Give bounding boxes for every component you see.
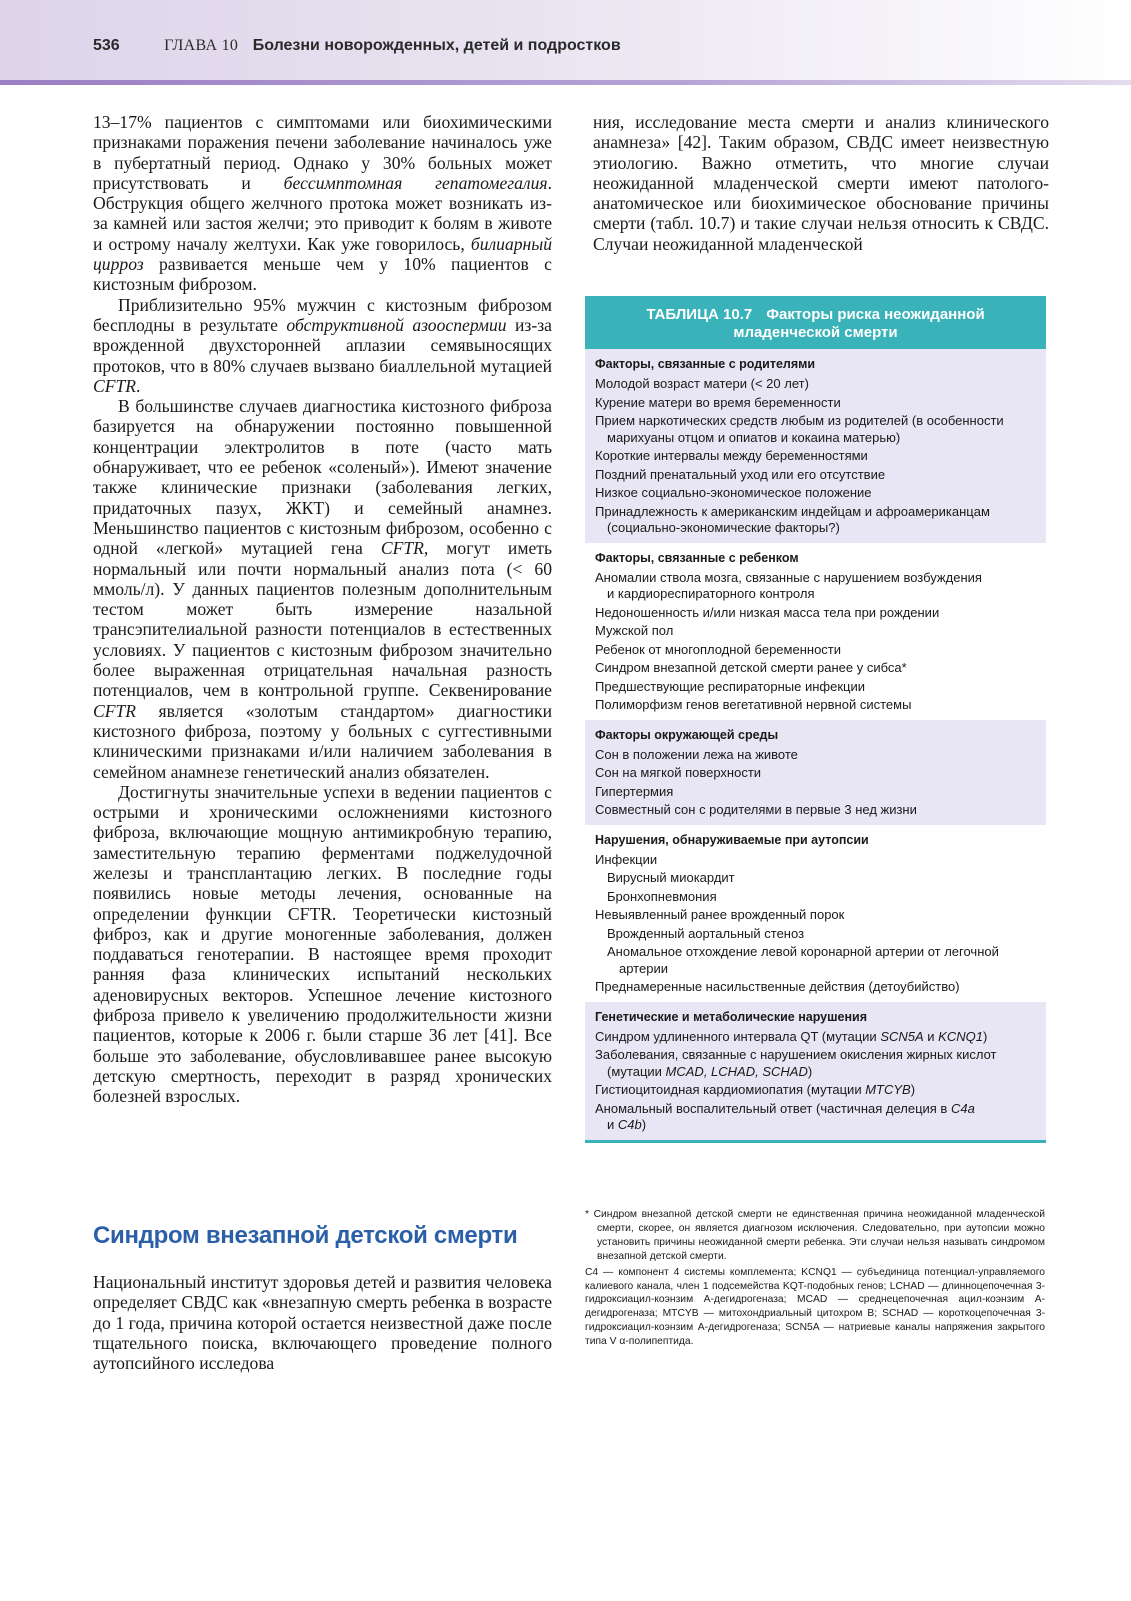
left-column-bottom <box>93 1272 552 1373</box>
footnote-star: * Синдром внезапной детской смерти не единственная причина неожиданной младенческой смерти, скорее, он является диагнозом исключения. Следовательно, при аутопсии можно установить причины неожиданной смерти ребенка. Эти случаи нельзя называть синдромом внезапной детской смерти. <box>585 1209 1045 1262</box>
risk-factors-table <box>585 296 1046 1143</box>
section-header: Факторы, связанные с родителями <box>595 357 816 371</box>
table-row: Вирусный миокардит <box>607 870 735 885</box>
table-row: Сон в положении лежа на животе <box>595 746 798 762</box>
left-column <box>93 112 552 1107</box>
paragraph: Национальный институт здоровья детей и развития человека определяет СВДС как «внезапную смерть ребенка в возрасте до 1 года, причина которой остается неизвестной даже после тщательного поиска, включающего проведение полного аутопсийного исследова <box>93 1272 552 1374</box>
table-section-child <box>585 543 1046 720</box>
paragraph: 13–17% пациентов с симптомами или биохимическими признаками поражения печени заболевание начиналось уже в пубертатный период. Однако у 30% больных может присутствовать и бессимптомная гепатомегалия. Обструкция общего желчного протока может возникать из-за камней или застоя желчи; это приводит к болям в животе и острому началу желтухи. Как уже говорилось, билиарный цирроз развивается меньше чем у 10% пациентов с кистозным фиброзом. <box>93 112 552 295</box>
table-row: Прием наркотических средств любым из родителей (в особенности марихуаны отцом и опиатов и кокаина матерью) <box>595 413 1004 445</box>
table-row: Инфекции <box>595 851 658 867</box>
table-bottom-rule <box>585 1140 1046 1143</box>
table-row: Невыявленный ранее врожденный порок <box>595 907 845 922</box>
section-header: Нарушения, обнаруживаемые при аутопсии <box>595 832 869 847</box>
table-row: Синдром внезапной детской смерти ранее у сибса* <box>595 660 907 675</box>
paragraph: Приблизительно 95% мужчин с кистозным фиброзом бесплодны в результате обструктивной азооспермии из-за врожденной двухсторонней аплазии семявыносящих протоков, что в 80% случаев вызвано биаллельной мутацией CFTR. <box>93 294 552 396</box>
table-row: Молодой возраст матери (< 20 лет) <box>595 376 809 391</box>
table-caption: Факторы риска неожиданной младенческой смерти <box>733 306 985 341</box>
table-row: Низкое социально-экономическое положение <box>595 485 872 500</box>
section-header: Генетические и метаболические нарушения <box>595 1009 868 1024</box>
table-row: Короткие интервалы между беременностями <box>595 448 868 463</box>
paragraph: ния, исследование места смерти и анализ клинического анамнеза» [42]. Таким образом, СВДС имеет неизвестную этиологию. Важно отметить, что многие случаи неожиданной младенческой смерти имеют патологоанатомическое или биохимическое обоснование причины смерти (табл. 10.7) и такие случаи нельзя относить к СВДС. Случаи неожиданной младенческой <box>593 112 1049 254</box>
table-row: Синдром удлиненного интервала QT (мутации SCN5A и KCNQ1) <box>595 1028 988 1044</box>
header-rule <box>0 80 1131 85</box>
table-row: Преднамеренные насильственные действия (детоубийство) <box>595 979 960 994</box>
running-head <box>93 37 621 55</box>
section-header: Факторы, связанные с ребенком <box>595 550 799 565</box>
table-row: Принадлежность к американским индейцам и афроамериканцам (социально-экономические факторы?) <box>595 503 990 535</box>
table-row: Недоношенность и/или низкая масса тела при рождении <box>595 604 940 620</box>
table-row: Мужской пол <box>595 623 674 638</box>
section-header: Факторы окружающей среды <box>595 727 779 742</box>
table-section-environment <box>585 720 1046 825</box>
table-row: Курение матери во время беременности <box>595 394 841 410</box>
table-row: Совместный сон с родителями в первые 3 нед жизни <box>595 802 917 817</box>
page-number: 536 <box>93 37 120 54</box>
table-section-parents <box>585 349 1046 543</box>
paragraph: Достигнуты значительные успехи в ведении пациентов с острыми и хроническими осложнениями кистозного фиброза, включающие мощную антимикробную терапию, заместительную терапию ферментами поджелудочной железы и трансплантацию легких. В последние годы появились новые методы лечения, основанные на определении функции CFTR. Теоретически кистозный фиброз, как и другие моногенные заболевания, должен поддаваться генотерапии. В настоящее время проходит ранняя фаза клинических испытаний нескольких аденовирусных векторов. Успешное лечение кистозного фиброза привело к увеличению продолжительности жизни пациентов, которые к 2006 г. были старше 36 лет [41]. Все больше это заболевание, обусловливавшее ранее высокую детскую смертность, переходит в разряд хронических болезней взрослых. <box>93 781 552 1107</box>
table-row: Заболевания, связанные с нарушением окисления жирных кислот (мутации MCAD, LCHAD, SCHAD) <box>595 1047 997 1079</box>
table-title <box>585 296 1046 349</box>
chapter-title: Болезни новорожденных, детей и подростков <box>252 37 621 54</box>
table-footnotes <box>585 1208 1045 1349</box>
section-heading: Синдром внезапной детской смерти <box>93 1222 518 1249</box>
right-column <box>593 112 1049 254</box>
table-row: Сон на мягкой поверхности <box>595 765 762 780</box>
table-row: Гипертермия <box>595 783 674 799</box>
table-row: Аномальный воспалительный ответ (частичная делеция в C4a и C4b) <box>595 1100 975 1132</box>
chapter-label: ГЛАВА 10 <box>164 37 239 54</box>
table-row: Ребенок от многоплодной беременности <box>595 641 842 657</box>
table-row: Аномалии ствола мозга, связанные с нарушением возбуждения и кардиореспираторного контроля <box>595 569 982 601</box>
table-number: ТАБЛИЦА 10.7 <box>646 306 753 323</box>
table-row: Предшествующие респираторные инфекции <box>595 678 865 694</box>
table-section-autopsy <box>585 825 1046 1002</box>
paragraph: В большинстве случаев диагностика кистозного фиброза базируется на обнаружении постоянно повышенной концентрации электролитов в поте (часто мать обнаруживает, что ее ребенок «соленый»). Имеют значение также клинические признаки (заболевания легких, придаточных пазух, ЖКТ) и семейный анамнез. Меньшинство пациентов с кистозным фиброзом, особенно с одной «легкой» мутацией гена CFTR, могут иметь нормальный или почти нормальный анализ пота (< 60 ммоль/л). У данных пациентов полезным дополнительным тестом может быть измерение назальной трансэпителиальной разности потенциалов в естественных условиях. У пациентов с кистозным фиброзом значительно более выраженная отрицательная начальная разность потенциалов, чем в контрольной группе. Секвенирование CFTR является «золотым стандартом» диагностики кистозного фиброза, поэтому у больных с суггестивными клиническими признаками и/или наличием заболевания в семейном анамнезе генетический анализ обязателен. <box>93 396 552 782</box>
table-row: Бронхопневмония <box>607 888 717 904</box>
footnote-abbreviations: C4 — компонент 4 системы комплемента; KCNQ1 — субъединица потенциал-управляемого калиевого канала, член 1 подсемейства KQT-подобных генов; LCHAD — длинноцепочечная 3-гидроксиацил-коэнзим А-дегидрогеназа; MCAD — среднецепочечная ацил-коэнзим А-дегидрогеназа; MTCYB — митохондриальный цитохром B; SCHAD — короткоцепочечная 3-гидроксиацил-коэнзим А-дегидрогеназа; SCN5A — натриевые каналы напряжения закрытого типа V α-полипептида. <box>585 1266 1045 1348</box>
table-row: Аномальное отхождение левой коронарной артерии от легочной артерии <box>607 944 999 976</box>
table-section-genetic <box>585 1002 1046 1140</box>
table-row: Гистиоцитоидная кардиомиопатия (мутации MTCYB) <box>595 1082 916 1097</box>
table-row: Полиморфизм генов вегетативной нервной системы <box>595 697 912 712</box>
table-row: Врожденный аортальный стеноз <box>607 925 805 941</box>
table-row: Поздний пренатальный уход или его отсутствие <box>595 466 886 482</box>
